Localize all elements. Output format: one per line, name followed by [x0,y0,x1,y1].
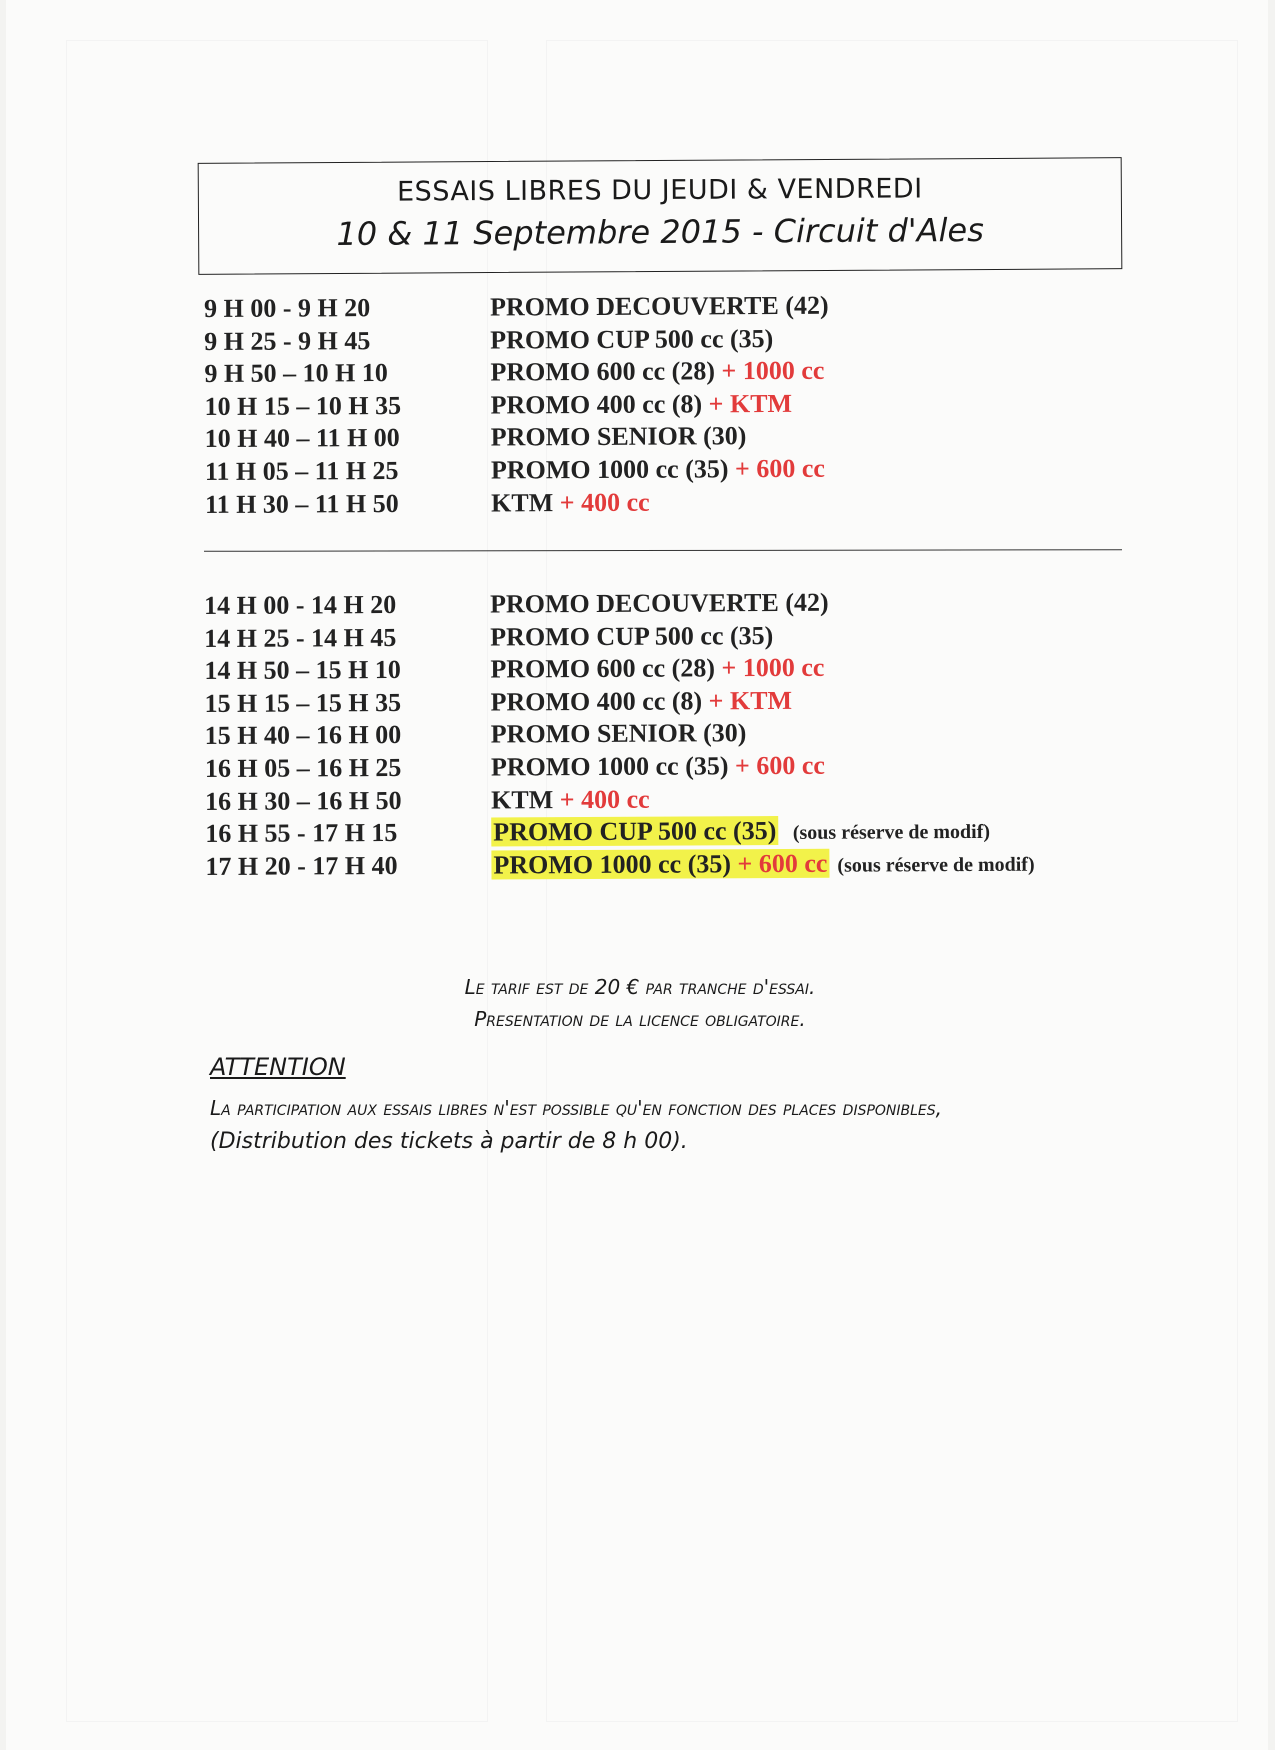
schedule-row [205,420,1125,457]
attention-title: ATTENTION [210,1053,346,1081]
schedule-row [204,322,1124,359]
schedule-row [205,749,1125,786]
session-addition: + 1000 cc [721,355,825,386]
session-name: PROMO 1000 cc (35) [490,454,729,485]
schedule-row [205,717,1125,754]
schedule-row [204,619,1124,656]
session-note: (sous réserve de modif) [792,821,991,845]
schedule-row [205,814,1125,851]
time-slot: 16 H 55 - 17 H 15 [205,818,398,849]
session-addition: + 600 cc [734,453,825,484]
session-name: KTM [491,784,554,815]
session-addition: + 600 cc [734,750,825,781]
time-slot: 14 H 00 - 14 H 20 [204,589,397,620]
schedule-row [205,452,1125,489]
session-addition: + 1000 cc [721,652,825,683]
session-label [491,784,650,815]
attention-text: La participation aux essais libres n'est possible qu'en fonction des places disponibles, [210,1096,943,1120]
schedule-row [205,782,1125,819]
session-label [491,719,747,750]
time-slot: 10 H 40 – 11 H 00 [204,423,400,454]
session-label [491,686,793,718]
session-name: PROMO 1000 cc (35) [490,751,729,782]
session-label [490,324,773,355]
tarif-text: Le tarif est de 20 € par tranche d'essai. [464,975,816,999]
session-label [491,815,990,848]
schedule-row [205,387,1125,424]
time-slot: 10 H 15 – 10 H 35 [204,390,402,421]
session-label [491,487,650,518]
session-name: PROMO 400 cc (8) [490,686,703,717]
session-name: KTM [491,487,554,518]
session-name: PROMO 600 cc (28) [490,356,716,387]
licence-text: Presentation de la licence obligatoire. [474,1007,806,1031]
session-label [490,653,824,685]
session-name: PROMO SENIOR (30) [490,421,747,452]
session-name: PROMO DECOUVERTE (42) [489,290,829,322]
distribution-text: (Distribution des tickets à partir de 8 h 00). [210,1129,688,1154]
schedule-row [204,651,1124,688]
info-block [210,975,1150,1154]
session-label [490,291,829,323]
session-name: PROMO SENIOR (30) [490,718,747,749]
time-slot: 16 H 05 – 16 H 25 [204,752,402,783]
schedule-row [204,354,1124,391]
schedule-row [205,485,1125,522]
session-name: PROMO 400 cc (8) [490,389,703,420]
title-line-1: ESSAIS LIBRES DU JEUDI & VENDREDI [396,173,923,208]
time-slot: 9 H 50 – 10 H 10 [204,358,388,389]
session-addition: + 600 cc [737,848,828,878]
title-box [198,157,1123,275]
time-slot: 11 H 05 – 11 H 25 [204,455,399,486]
session-addition: + 400 cc [559,784,650,814]
time-slot: 11 H 30 – 11 H 50 [205,488,399,519]
afternoon-schedule [204,586,1126,884]
schedule-row [204,289,1124,326]
session-label [491,751,825,783]
schedule-row [205,684,1125,721]
session-name-highlighted: PROMO CUP 500 cc (35) [493,816,777,847]
session-label [490,588,829,620]
session-label [490,356,824,388]
session-addition: + 400 cc [559,487,650,517]
session-name: PROMO CUP 500 cc (35) [490,323,774,355]
time-slot: 14 H 50 – 15 H 10 [204,655,401,686]
session-addition: + KTM [708,685,793,716]
session-name-highlighted [491,848,829,879]
session-label [490,621,773,652]
session-note: (sous réserve de modif) [837,853,1035,877]
session-name: PROMO 600 cc (28) [490,653,716,684]
time-slot: 14 H 25 - 14 H 45 [204,622,397,653]
schedule-row [205,847,1125,884]
session-label [491,847,1034,880]
time-slot: 9 H 25 - 9 H 45 [204,325,371,356]
title-line-2: 10 & 11 Septembre 2015 - Circuit d'Ales [336,211,984,253]
time-slot: 17 H 20 - 17 H 40 [205,850,398,881]
session-label [491,422,747,453]
session-addition: + KTM [708,388,793,419]
time-slot: 16 H 30 – 16 H 50 [205,785,402,816]
document-page [6,0,1268,1750]
session-label [491,389,793,421]
time-slot: 15 H 15 – 15 H 35 [204,687,402,718]
session-name: PROMO 1000 cc (35) [493,848,732,880]
morning-schedule [204,289,1125,522]
time-slot: 15 H 40 – 16 H 00 [204,720,402,751]
session-name: PROMO DECOUVERTE (42) [489,587,829,619]
session-name: PROMO CUP 500 cc (35) [490,620,774,652]
session-label [491,454,825,486]
schedule-row [204,586,1124,623]
time-slot: 9 H 00 - 9 H 20 [204,293,371,323]
